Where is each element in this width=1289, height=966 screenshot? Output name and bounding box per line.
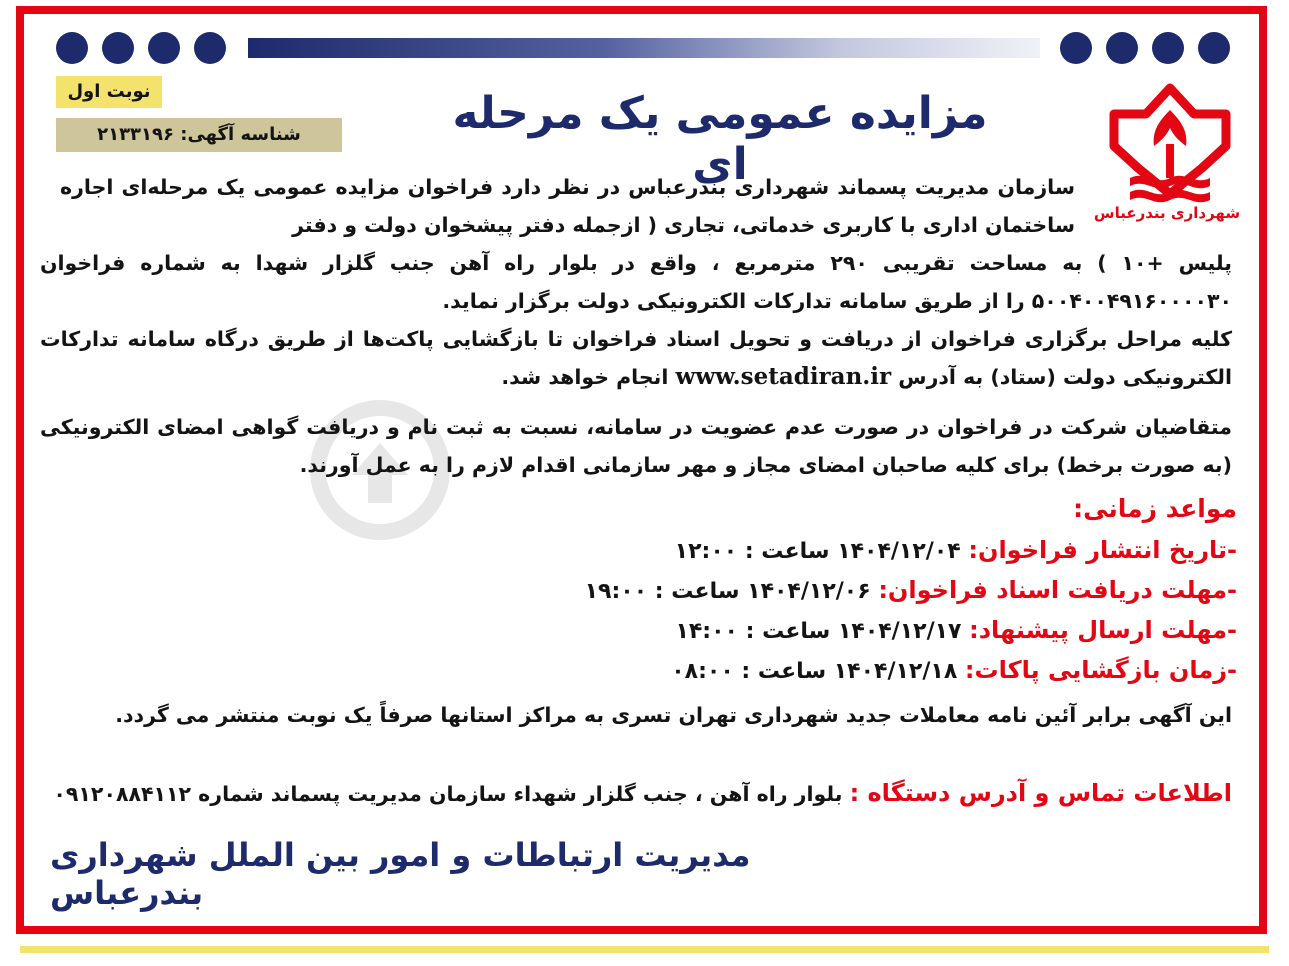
- decor-dot: [1060, 32, 1092, 64]
- procedure-paragraph: [40, 320, 1232, 396]
- contact-label: اطلاعات تماس و آدرس دستگاه :: [849, 779, 1232, 807]
- ad-id-tag: شناسه آگهی: ۲۱۳۳۱۹۶: [56, 118, 342, 152]
- schedule-value: ۱۴۰۴/۱۲/۰۶ ساعت : ۱۹:۰۰: [584, 579, 871, 604]
- schedule-label: -تاریخ انتشار فراخوان:: [968, 536, 1237, 564]
- decor-dot: [1198, 32, 1230, 64]
- decor-dot: [194, 32, 226, 64]
- page-title: مزایده عمومی یک مرحله ای: [452, 88, 988, 190]
- intro-paragraph-continued: پلیس +۱۰ ) به مساحت تقریبی ۲۹۰ مترمربع ، واقع در بلوار راه آهن جنب گلزار شهدا به شماره فراخوان ۵۰۰۴۰۰۴۹۱۶۰۰۰۰۳۰ را از طریق سامانه تدارکات الکترونیکی دولت برگزار نماید.: [40, 251, 1232, 313]
- bottom-strip: [20, 946, 1269, 953]
- schedule-title: مواعد زمانی:: [1073, 494, 1237, 523]
- schedule-row: [585, 576, 1237, 604]
- schedule-value: ۱۴۰۴/۱۲/۱۸ ساعت : ۰۸:۰۰: [671, 659, 958, 684]
- applicants-paragraph: متقاضیان شرکت در فراخوان در صورت عدم عضویت در سامانه، نسبت به ثبت نام و دریافت گواهی امضای الکترونیکی (به صورت برخط) برای کلیه صاحبان امضای مجاز و مهر سازمانی اقدام لازم را به عمل آورند.: [40, 415, 1232, 477]
- publication-note: این آگهی برابر آئین نامه معاملات جدید شهرداری تهران تسری به مراکز استانها صرفاً یک نوبت منتشر می گردد.: [115, 703, 1232, 727]
- decor-dot: [148, 32, 180, 64]
- procedure-text: کلیه مراحل برگزاری فراخوان از دریافت و تحویل اسناد فراخوان تا بازگشایی پاکت‌ها از طریق درگاه سامانه تدارکات الکترونیکی دولت (ستاد) به آدرس: [40, 327, 1232, 389]
- schedule-label: -مهلت ارسال پیشنهاد:: [969, 616, 1237, 644]
- intro-paragraph: سازمان مدیریت پسماند شهرداری بندرعباس در نظر دارد فراخوان مزایده عمومی یک مرحله‌ای اجاره ساختمان اداری با کاربری خدماتی، تجاری ( ازجمله دفتر پیشخوان دولت و دفتر: [60, 175, 1075, 237]
- setad-url-link[interactable]: www.setadiran.ir: [675, 363, 892, 390]
- right-dots: [1060, 32, 1230, 64]
- contact-block: [40, 774, 1232, 813]
- left-dots: [56, 32, 226, 64]
- decor-dot: [1106, 32, 1138, 64]
- schedule-label: -مهلت دریافت اسناد فراخوان:: [878, 576, 1237, 604]
- contact-text: بلوار راه آهن ، جنب گلزار شهداء سازمان مدیریت پسماند شماره ۰۹۱۲۰۸۸۴۱۱۲: [53, 782, 843, 806]
- procedure-text-end: انجام خواهد شد.: [501, 365, 669, 389]
- decor-dot: [56, 32, 88, 64]
- schedule-row: [671, 656, 1237, 684]
- notice-round-tag: نوبت اول: [56, 76, 162, 108]
- header-stripe: [248, 38, 1040, 58]
- schedule-value: ۱۴۰۴/۱۲/۰۴ ساعت : ۱۲:۰۰: [674, 539, 961, 564]
- schedule-label: -زمان بازگشایی پاکات:: [964, 656, 1237, 684]
- schedule-value: ۱۴۰۴/۱۲/۱۷ ساعت : ۱۴:۰۰: [675, 619, 962, 644]
- schedule-row: [675, 536, 1237, 564]
- decor-dot: [102, 32, 134, 64]
- logo-caption: شهرداری بندرعباس: [1093, 204, 1241, 222]
- decor-dot: [1152, 32, 1184, 64]
- footer-signature: مدیریت ارتباطات و امور بین الملل شهرداری بندرعباس: [50, 836, 751, 912]
- schedule-row: [675, 616, 1237, 644]
